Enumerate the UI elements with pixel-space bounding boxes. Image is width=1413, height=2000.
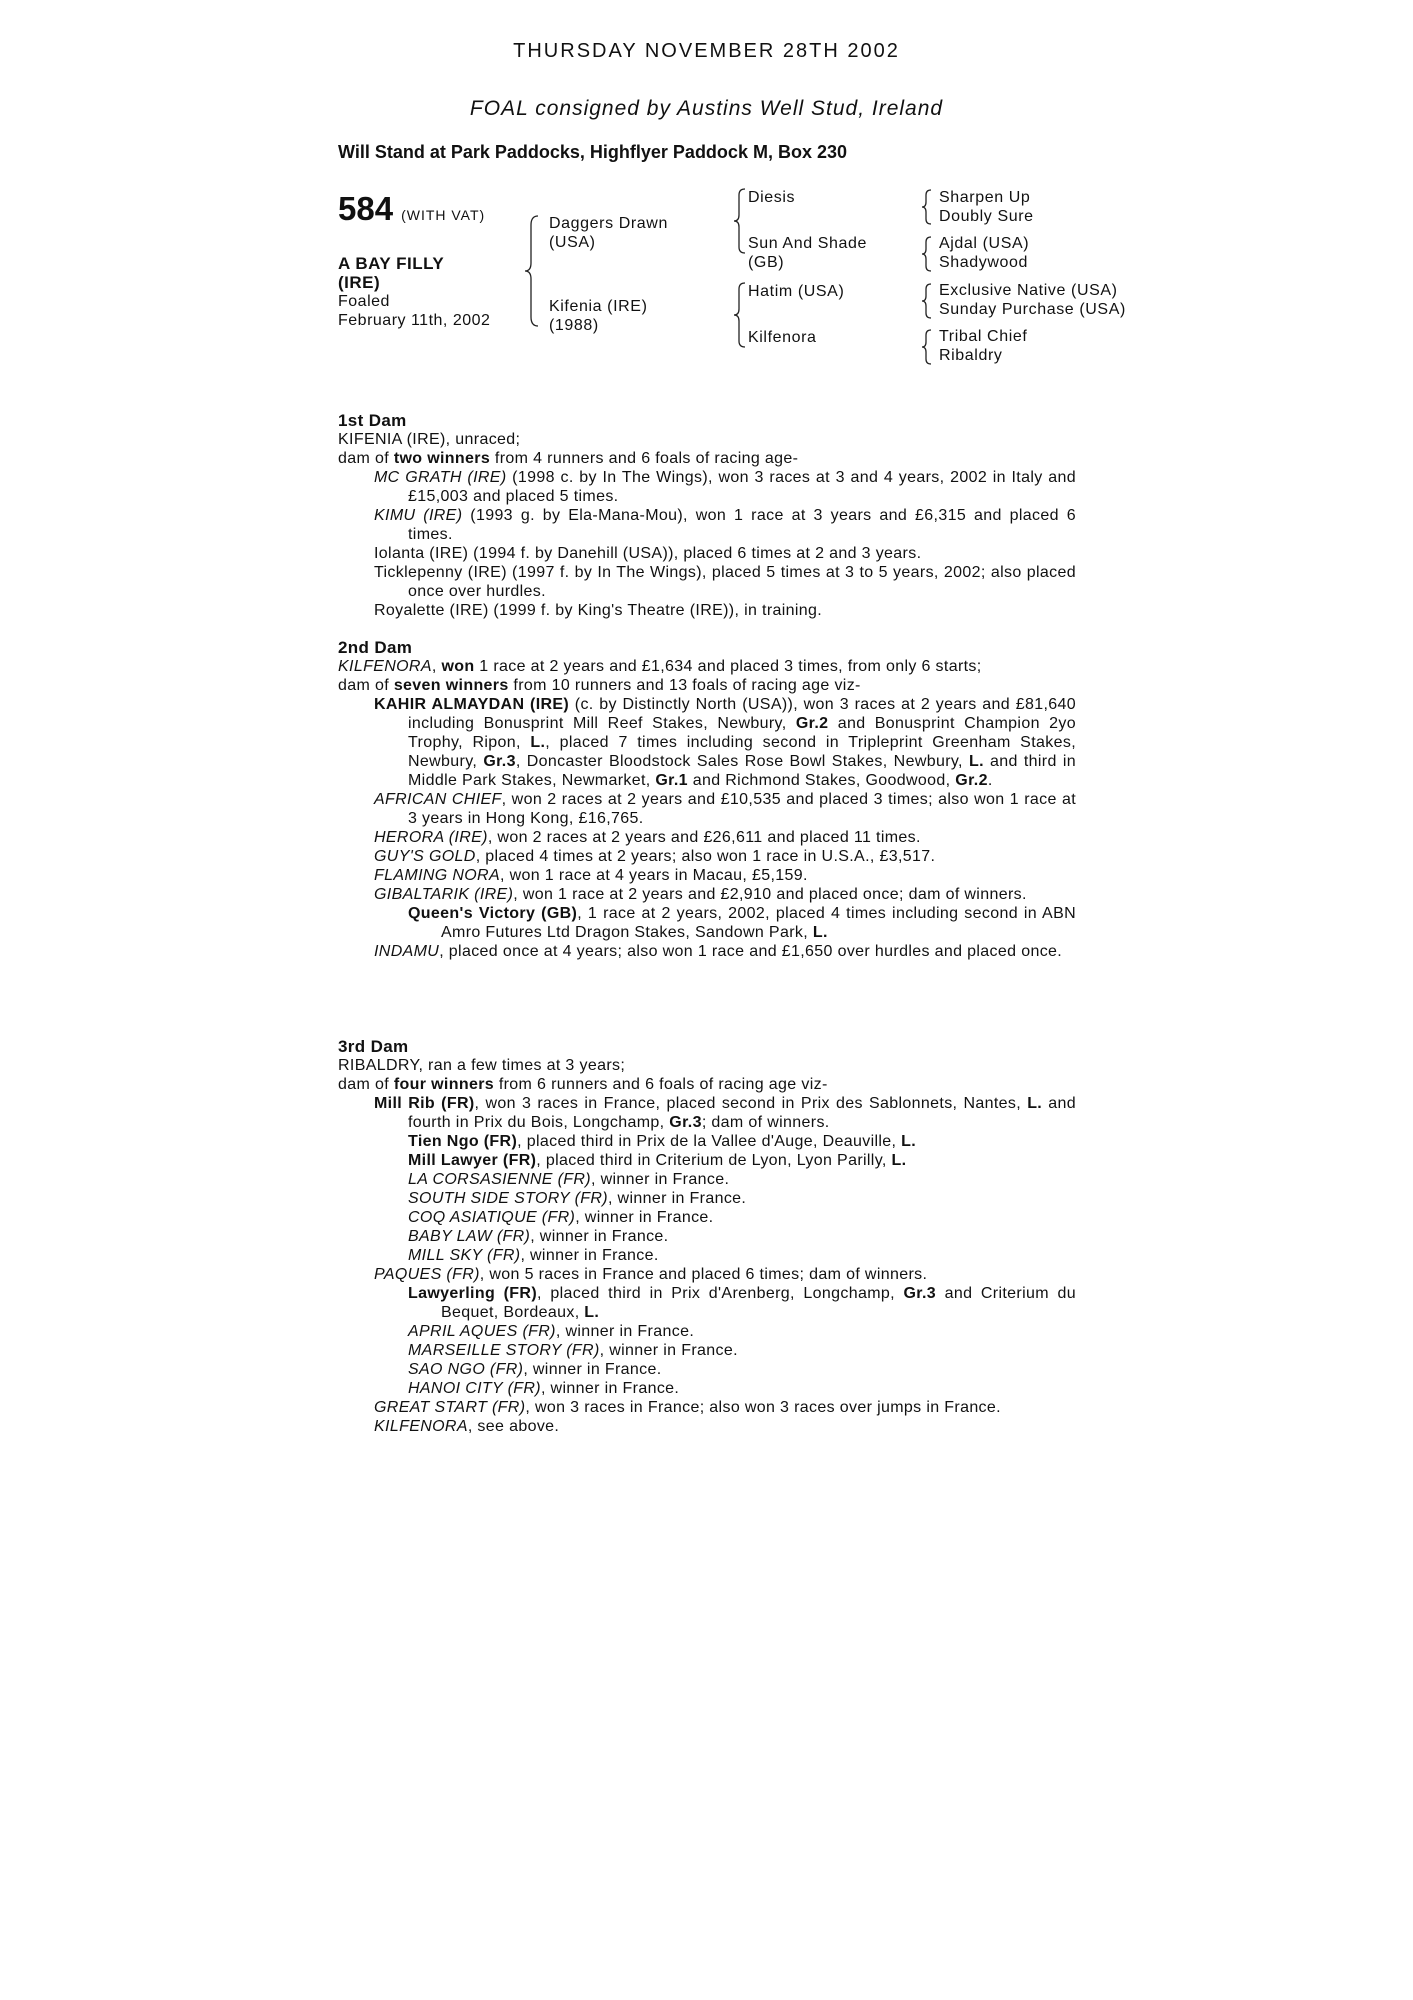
sale-date: THURSDAY NOVEMBER 28TH 2002: [513, 40, 900, 62]
produce-entry: APRIL AQUES (FR), winner in France.: [408, 1323, 695, 1340]
dam-name: Kifenia (IRE): [549, 298, 648, 315]
second-dam-produce-summary: dam of seven winners from 10 runners and 13 foals of racing age viz-: [338, 677, 861, 694]
produce-entry: GREAT START (FR), won 3 races in France; also won 3 races over jumps in France.: [374, 1399, 1001, 1416]
produce-entry: Queen's Victory (GB), 1 race at 2 years, 2002, placed 4 times including second in ABN Amro Futures Ltd Dragon Stakes, Sandown Park, L.: [408, 905, 1076, 941]
lot-number: 584: [338, 190, 394, 227]
pedigree-g7: Tribal Chief: [939, 328, 1028, 345]
produce-entry: COQ ASIATIQUE (FR), winner in France.: [408, 1209, 714, 1226]
pedigree-g5: Exclusive Native (USA): [939, 282, 1118, 299]
pedigree-dam-sire: Hatim (USA): [748, 283, 845, 300]
produce-entry: SOUTH SIDE STORY (FR), winner in France.: [408, 1190, 747, 1207]
lot-vat: (WITH VAT): [401, 207, 486, 223]
pedigree-brace-g4: [921, 329, 933, 365]
third-dam-name: RIBALDRY, ran a few times at 3 years;: [338, 1057, 626, 1074]
pedigree-table: [0, 0, 1413, 380]
produce-entry: KAHIR ALMAYDAN (IRE) (c. by Distinctly North (USA)), won 3 races at 2 years and £81,640 including Bonusprint Mill Reef Stakes, Newbury, Gr.2 and Bonusprint Champion 2yo Trophy, Ripon, L., placed 7 times including second in Tripleprint Greenham Stakes, Newbury, Gr.3, Doncaster Bloodstock Sales Rose Bowl Stakes, Newbury, L. and third in Middle Park Stakes, Newmarket, Gr.1 and Richmond Stakes, Goodwood, Gr.2.: [374, 696, 1076, 789]
pedigree-g2: Doubly Sure: [939, 208, 1034, 225]
pedigree-g4: Shadywood: [939, 254, 1029, 271]
first-dam-produce-summary: dam of two winners from 4 runners and 6 foals of racing age-: [338, 450, 799, 467]
pedigree-brace-main: [524, 215, 540, 327]
pedigree-dam: [549, 297, 648, 335]
produce-entry: LA CORSASIENNE (FR), winner in France.: [408, 1171, 730, 1188]
produce-entry: MILL SKY (FR), winner in France.: [408, 1247, 659, 1264]
pedigree-g3: Ajdal (USA): [939, 235, 1030, 252]
produce-entry: Mill Rib (FR), won 3 races in France, placed second in Prix des Sablonnets, Nantes, L. and fourth in Prix du Bois, Longchamp, Gr.3; dam of winners.: [374, 1095, 1076, 1131]
pedigree-g1: Sharpen Up: [939, 189, 1031, 206]
produce-entry: MC GRATH (IRE) (1998 c. by In The Wings), won 3 races at 3 and 4 years, 2002 in Italy and £15,003 and placed 5 times.: [374, 469, 1076, 505]
third-dam-section: [338, 1037, 1076, 1436]
sire-dam-origin: (GB): [748, 254, 785, 271]
pedigree-dam-dam: Kilfenora: [748, 329, 817, 346]
foaled-label: Foaled: [338, 293, 390, 310]
produce-entry: AFRICAN CHIEF, won 2 races at 2 years and £10,535 and placed 3 times; also won 1 race at 3 years in Hong Kong, £16,765.: [374, 791, 1076, 827]
produce-entry: FLAMING NORA, won 1 race at 4 years in Macau, £5,159.: [374, 867, 808, 884]
pedigree-brace-g1: [921, 189, 933, 225]
second-dam-section: [338, 638, 1076, 961]
produce-entry: PAQUES (FR), won 5 races in France and placed 6 times; dam of winners.: [374, 1266, 928, 1283]
lot-desc-line2: (IRE): [338, 273, 381, 292]
sire-origin: (USA): [549, 234, 596, 251]
third-dam-heading: 3rd Dam: [338, 1037, 409, 1056]
produce-entry: KIMU (IRE) (1993 g. by Ela-Mana-Mou), won 1 race at 3 years and £6,315 and placed 6 times.: [374, 507, 1076, 543]
second-dam-heading: 2nd Dam: [338, 638, 413, 657]
pedigree-g6: Sunday Purchase (USA): [939, 301, 1126, 318]
produce-entry: Lawyerling (FR), placed third in Prix d'Arenberg, Longchamp, Gr.3 and Criterium du Bequet, Bordeaux, L.: [408, 1285, 1076, 1321]
stand-location: Will Stand at Park Paddocks, Highflyer Paddock M, Box 230: [338, 142, 847, 162]
first-dam-name: KIFENIA (IRE), unraced;: [338, 431, 521, 448]
produce-entry: BABY LAW (FR), winner in France.: [408, 1228, 669, 1245]
pedigree-sire-sire: Diesis: [748, 189, 796, 206]
foaled-date: February 11th, 2002: [338, 312, 491, 329]
first-dam-heading: 1st Dam: [338, 411, 407, 430]
pedigree-sire-dam: [748, 234, 867, 272]
produce-entry: KILFENORA, see above.: [374, 1418, 560, 1435]
second-dam-name: KILFENORA, won 1 race at 2 years and £1,634 and placed 3 times, from only 6 starts;: [338, 658, 982, 675]
pedigree-brace-dam: [733, 282, 747, 348]
produce-entry: SAO NGO (FR), winner in France.: [408, 1361, 662, 1378]
dam-year: (1988): [549, 317, 599, 334]
pedigree-brace-g2: [921, 236, 933, 272]
produce-entry: HANOI CITY (FR), winner in France.: [408, 1380, 680, 1397]
produce-entry: Iolanta (IRE) (1994 f. by Danehill (USA)), placed 6 times at 2 and 3 years.: [374, 545, 922, 562]
pedigree-g8: Ribaldry: [939, 347, 1003, 364]
first-dam-section: [338, 411, 1076, 620]
produce-entry: INDAMU, placed once at 4 years; also won 1 race and £1,650 over hurdles and placed once.: [374, 943, 1063, 960]
lot-desc-line1: A BAY FILLY: [338, 254, 445, 273]
sire-name: Daggers Drawn: [549, 215, 668, 232]
third-dam-produce-summary: dam of four winners from 6 runners and 6 foals of racing age viz-: [338, 1076, 828, 1093]
produce-entry: Tien Ngo (FR), placed third in Prix de la Vallee d'Auge, Deauville, L.: [408, 1133, 917, 1150]
produce-entry: Ticklepenny (IRE) (1997 f. by In The Wings), placed 5 times at 3 to 5 years, 2002; also placed once over hurdles.: [374, 564, 1076, 600]
produce-entry: MARSEILLE STORY (FR), winner in France.: [408, 1342, 738, 1359]
produce-entry: Mill Lawyer (FR), placed third in Criterium de Lyon, Lyon Parilly, L.: [408, 1152, 907, 1169]
pedigree-brace-sire: [733, 188, 747, 254]
produce-entry: GIBALTARIK (IRE), won 1 race at 2 years and £2,910 and placed once; dam of winners.: [374, 886, 1027, 903]
produce-entry: GUY'S GOLD, placed 4 times at 2 years; also won 1 race in U.S.A., £3,517.: [374, 848, 936, 865]
produce-entry: Royalette (IRE) (1999 f. by King's Theatre (IRE)), in training.: [374, 602, 823, 619]
consignor-line: FOAL consigned by Austins Well Stud, Ireland: [469, 97, 944, 120]
pedigree-brace-g3: [921, 283, 933, 319]
sire-dam-name: Sun And Shade: [748, 235, 868, 252]
pedigree-sire: [549, 214, 668, 252]
produce-entry: HERORA (IRE), won 2 races at 2 years and £26,611 and placed 11 times.: [374, 829, 921, 846]
